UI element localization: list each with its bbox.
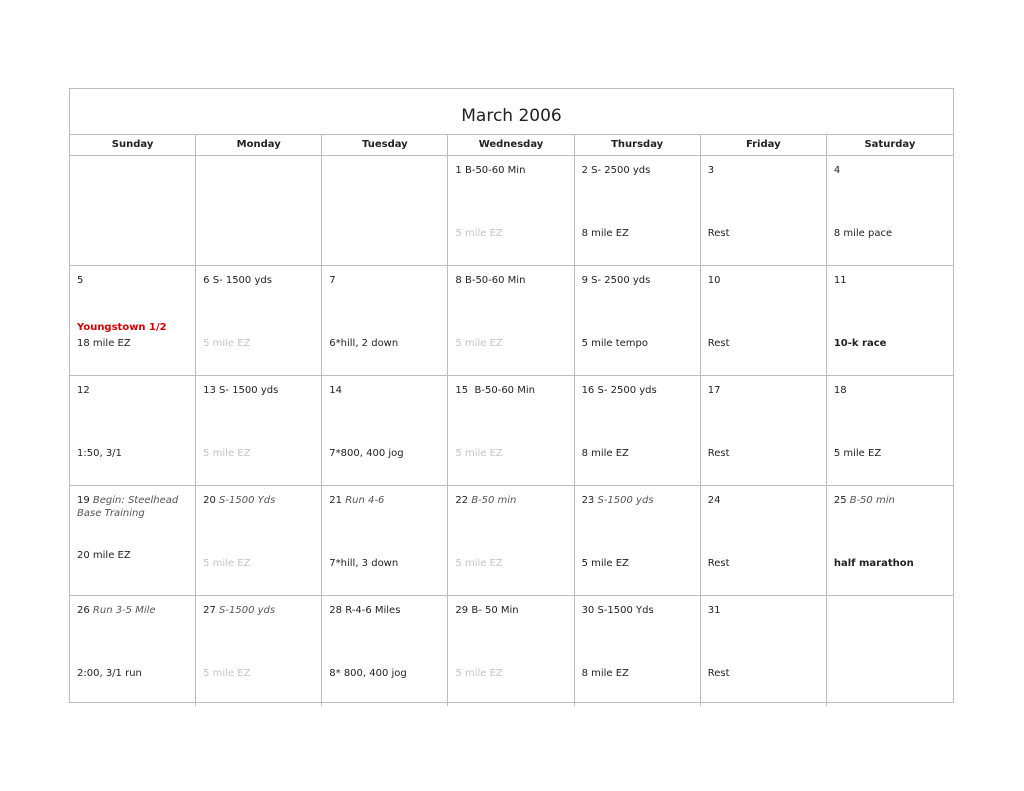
day-header xyxy=(77,274,189,287)
weekday-friday: Friday xyxy=(701,135,827,155)
weekday-header xyxy=(70,135,953,156)
day-number: 31 xyxy=(707,605,721,616)
run-plan: Rest xyxy=(707,558,730,569)
run-plan: 5 mile EZ xyxy=(203,448,251,459)
day-header xyxy=(455,274,567,287)
run-plan: Rest xyxy=(707,338,730,349)
day-number: 2 xyxy=(581,165,588,176)
day-number: 12 xyxy=(77,385,90,396)
day-number: 22 xyxy=(455,495,469,506)
day-cell xyxy=(196,266,322,376)
day-number: 20 xyxy=(203,495,216,506)
day-number: 28 xyxy=(329,605,343,616)
day-number: 26 xyxy=(77,605,90,616)
day-number: 16 xyxy=(581,385,595,396)
workout-detail: B-50-60 Min xyxy=(468,385,535,396)
day-number: 15 xyxy=(455,385,469,396)
day-number: 11 xyxy=(833,275,847,286)
day-number: 10 xyxy=(707,275,721,286)
workout-detail: S-1500 Yds xyxy=(594,605,654,616)
day-header xyxy=(77,384,189,397)
day-header xyxy=(203,384,315,397)
run-plan: 5 mile EZ xyxy=(455,668,503,679)
day-cell xyxy=(575,486,701,596)
day-header xyxy=(455,604,567,617)
weekday-monday: Monday xyxy=(196,135,322,155)
day-cell xyxy=(448,486,574,596)
day-cell xyxy=(701,266,827,376)
run-plan: 8 mile EZ xyxy=(581,448,629,459)
day-cell xyxy=(70,486,196,596)
day-number: 23 xyxy=(581,495,595,506)
run-plan: 5 mile EZ xyxy=(455,558,503,569)
day-number: 17 xyxy=(707,385,721,396)
run-plan: 5 mile EZ xyxy=(203,338,251,349)
weekday-saturday: Saturday xyxy=(864,139,916,150)
day-header xyxy=(834,164,947,177)
day-header xyxy=(834,494,947,507)
run-plan: 5 mile tempo xyxy=(581,338,649,349)
workout-detail: R-4-6 Miles xyxy=(342,605,401,616)
day-cell xyxy=(575,596,701,706)
day-header xyxy=(329,494,441,507)
day-cell xyxy=(701,376,827,486)
day-number: 27 xyxy=(203,605,216,616)
day-cell xyxy=(196,486,322,596)
day-header xyxy=(708,164,820,177)
calendar-title: March 2006 xyxy=(70,89,953,135)
day-header xyxy=(582,604,694,617)
day-cell xyxy=(827,376,953,486)
day-number: 13 xyxy=(203,385,216,396)
workout-detail: S-1500 Yds xyxy=(215,495,276,506)
day-number: 6 xyxy=(203,275,210,286)
day-header xyxy=(582,164,694,177)
day-cell xyxy=(827,486,953,596)
day-cell xyxy=(196,596,322,706)
run-plan: 5 mile EZ xyxy=(455,228,503,239)
day-header xyxy=(582,274,694,287)
day-header xyxy=(329,604,441,617)
day-number: 19 xyxy=(77,495,90,506)
run-plan: Rest xyxy=(707,228,730,239)
run-plan: 8 mile EZ xyxy=(581,668,629,679)
workout-detail: B- 50 Min xyxy=(468,605,519,616)
day-number: 5 xyxy=(77,275,84,286)
day-header xyxy=(455,494,567,507)
weekday-tuesday: Tuesday xyxy=(322,135,448,155)
day-cell xyxy=(575,156,701,266)
run-plan: 8* 800, 400 jog xyxy=(329,668,407,679)
day-cell xyxy=(322,266,448,376)
day-header xyxy=(708,274,820,287)
day-cell xyxy=(70,376,196,486)
day-cell xyxy=(322,596,448,706)
day-cell xyxy=(575,266,701,376)
day-header xyxy=(329,274,441,287)
day-header xyxy=(834,384,947,397)
workout-detail: S- 2500 yds xyxy=(587,275,651,286)
day-cell xyxy=(322,376,448,486)
day-number: 8 xyxy=(455,275,462,286)
day-header xyxy=(708,604,820,617)
day-cell xyxy=(70,156,196,266)
day-cell xyxy=(196,376,322,486)
race-note: Youngstown 1/2 xyxy=(77,322,167,333)
day-number: 3 xyxy=(707,165,715,176)
run-plan: 1:50, 3/1 xyxy=(77,448,122,459)
run-plan: 5 mile EZ xyxy=(455,338,503,349)
day-header xyxy=(77,604,189,617)
day-cell xyxy=(448,596,574,706)
workout-detail: B-50-60 Min xyxy=(461,275,526,286)
day-number: 18 xyxy=(833,385,847,396)
day-cell xyxy=(827,156,953,266)
day-cell xyxy=(322,156,448,266)
day-header xyxy=(708,494,820,507)
weekday-sunday: Sunday xyxy=(70,135,196,155)
day-number: 9 xyxy=(581,275,588,286)
day-cell xyxy=(322,486,448,596)
day-header xyxy=(708,384,820,397)
day-header xyxy=(834,274,947,287)
workout-detail: Begin: Steelhead Base Training xyxy=(77,495,182,519)
run-plan: 5 mile EZ xyxy=(581,558,629,569)
day-header xyxy=(203,604,315,617)
day-number: 7 xyxy=(329,275,336,286)
day-header xyxy=(203,274,315,287)
day-header xyxy=(455,164,567,177)
run-plan: 8 mile pace xyxy=(833,228,893,239)
run-plan: Rest xyxy=(707,668,730,679)
day-header xyxy=(582,494,694,507)
workout-detail: B-50-60 Min xyxy=(461,165,526,176)
run-plan: 8 mile EZ xyxy=(581,228,629,239)
workout-detail: Run 3-5 Mile xyxy=(89,605,156,616)
day-header xyxy=(77,494,189,520)
workout-detail: S- 2500 yds xyxy=(594,385,657,396)
day-cell xyxy=(575,376,701,486)
day-cell xyxy=(827,596,953,706)
run-plan: 10-k race xyxy=(833,338,887,349)
day-cell xyxy=(701,156,827,266)
workout-detail: S- 1500 yds xyxy=(209,275,272,286)
run-plan: 6*hill, 2 down xyxy=(329,338,399,349)
day-header xyxy=(582,384,694,397)
day-number: 1 xyxy=(455,165,462,176)
day-header xyxy=(203,494,315,507)
run-plan: 2:00, 3/1 run xyxy=(77,668,142,679)
day-header xyxy=(455,384,567,397)
day-number: 4 xyxy=(833,165,841,176)
day-number: 25 xyxy=(833,495,847,506)
day-cell xyxy=(701,596,827,706)
weekday-wednesday: Wednesday xyxy=(448,135,574,155)
calendar xyxy=(69,88,954,703)
workout-detail: S-1500 yds xyxy=(215,605,276,616)
day-cell xyxy=(448,376,574,486)
run-plan: 7*hill, 3 down xyxy=(329,558,399,569)
day-number: 29 xyxy=(455,605,469,616)
day-cell xyxy=(196,156,322,266)
run-plan: 5 mile EZ xyxy=(833,448,882,459)
day-cell xyxy=(448,156,574,266)
workout-detail: S- 1500 yds xyxy=(215,385,279,396)
day-cell xyxy=(70,266,196,376)
day-cell xyxy=(448,266,574,376)
weekday-thursday: Thursday xyxy=(575,135,701,155)
run-plan: half marathon xyxy=(833,558,914,569)
run-plan: 5 mile EZ xyxy=(455,448,503,459)
day-number: 21 xyxy=(329,495,343,506)
day-number: 14 xyxy=(329,385,343,396)
run-plan: 5 mile EZ xyxy=(203,668,251,679)
day-cell xyxy=(70,596,196,706)
workout-detail: S- 2500 yds xyxy=(587,165,651,176)
workout-detail: S-1500 yds xyxy=(594,495,654,506)
day-header xyxy=(329,384,441,397)
run-plan: Rest xyxy=(707,448,730,459)
run-plan: 18 mile EZ xyxy=(77,338,131,349)
day-number: 24 xyxy=(707,495,721,506)
run-plan: 5 mile EZ xyxy=(203,558,251,569)
calendar-grid xyxy=(70,156,953,706)
workout-detail: Run 4-6 xyxy=(342,495,385,506)
day-number: 30 xyxy=(581,605,595,616)
workout-detail: B-50 min xyxy=(846,495,895,506)
day-cell xyxy=(827,266,953,376)
run-plan: 20 mile EZ xyxy=(77,550,131,561)
day-cell xyxy=(701,486,827,596)
workout-detail: B-50 min xyxy=(468,495,517,506)
run-plan: 7*800, 400 jog xyxy=(329,448,404,459)
